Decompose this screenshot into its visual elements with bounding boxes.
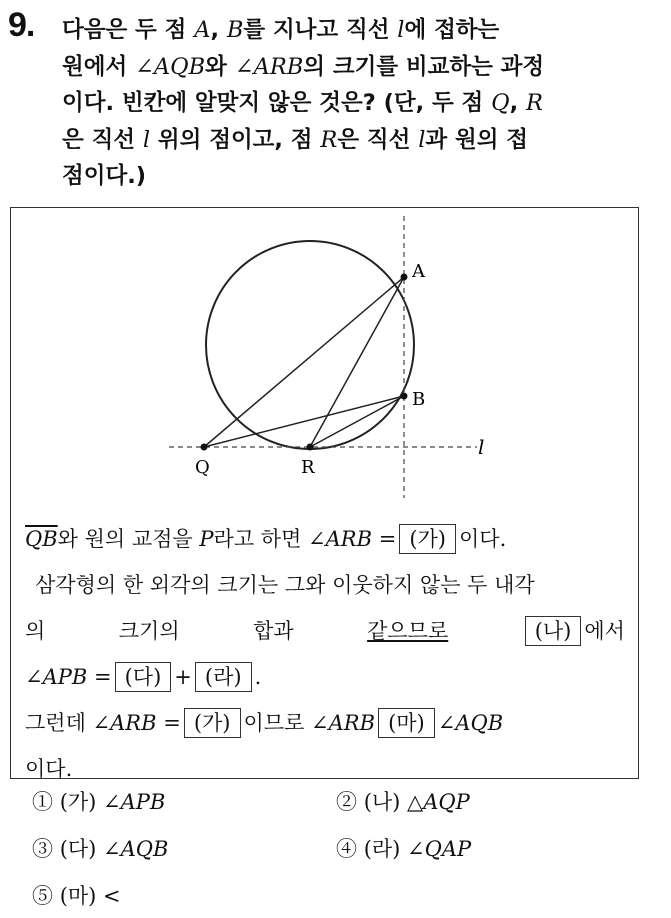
text: 이다. 빈칸에 알맞지 않은 것은? (단, 두 점 [62,90,492,116]
var-l: l [418,126,426,153]
choice-number: ③ [32,837,53,861]
text: 의 [25,619,46,643]
question-line-2 [62,49,634,86]
proof-text [25,516,625,792]
plus-sign: + [174,665,192,689]
text: 에 접하는 [404,17,500,43]
question-line-3 [62,85,634,122]
choice-number: ⑤ [32,884,53,908]
blank-da: (다) [115,662,172,692]
label-Q: Q [195,457,210,478]
var-R: R [525,90,543,116]
point-Q [201,444,208,451]
text: 이다. [459,527,507,551]
segment-qb: $\overline{QB}$ [25,527,58,551]
text: 과 원의 접 [425,126,529,153]
text: 와 원의 교점을 [57,527,200,551]
question-text [62,12,634,195]
text: 위의 점이고, 점 [150,126,321,153]
var-Q: Q [491,90,510,116]
choice-value: ∠AQB [103,837,169,861]
angle-AQB: ∠AQB [437,711,504,735]
choice-number: ① [32,790,53,814]
blank-ra: (라) [195,662,252,692]
choice-label: (나) [363,790,401,814]
choice-value: ∠QAP [407,837,472,861]
point-B [401,393,408,400]
question-line-5: 점이다.) [62,163,147,189]
var-l: l [142,126,151,153]
var-l: l [397,17,405,43]
text: 합과 [253,619,294,643]
choice-value: ∠APB [103,790,166,814]
var-R: R [320,126,338,153]
choice-number: ② [336,790,357,814]
choice-label: (마) [59,884,97,908]
text: 에서 [584,619,625,643]
proof-row-1 [25,516,625,562]
choice-label: (라) [363,837,401,861]
question-number: 9. [8,6,35,44]
text: , [509,90,526,116]
choice-5[interactable] [32,880,121,910]
label-l: l [478,435,485,459]
blank-na: (나) [525,616,582,646]
text: 그런데 [25,711,93,735]
blank-ma: (마) [378,708,435,738]
point-R [307,444,314,451]
choice-label: (다) [59,837,97,861]
text: 크기의 [118,619,180,643]
choice-label: (가) [59,790,97,814]
text: 를 지나고 직선 [243,17,398,43]
angle-AQB: ∠AQB [135,53,206,80]
point-A [401,274,408,281]
var-P: P [199,527,214,551]
blank-ga: (가) [399,524,456,554]
text: 라고 하면 [213,527,309,551]
question-line-1 [62,12,634,49]
blank-group-na [522,608,625,654]
var-B: B [226,17,244,43]
blank-ga: (가) [184,708,241,738]
text: 같으므로 [367,619,449,643]
text: . [254,665,262,689]
label-R: R [301,457,315,478]
label-B: B [412,389,426,410]
choice-1[interactable] [32,786,165,816]
angle-ARB: ∠ARB [234,53,304,80]
geometry-figure [11,208,637,508]
proof-row-6: 이다. [25,757,73,781]
choice-number: ④ [336,837,357,861]
var-A: A [194,17,211,43]
proof-box [10,207,639,779]
angle-ARB: ∠ARB = [92,711,181,735]
text: 은 직선 [62,126,143,153]
angle-APB: ∠APB = [25,665,112,689]
proof-row-4 [25,654,625,700]
choice-3[interactable] [32,833,168,863]
text: 와 [205,53,235,80]
text: 원에서 [62,53,136,80]
choice-2[interactable] [336,786,470,816]
text: 은 직선 [337,126,419,153]
choice-value: △AQP [407,790,470,814]
text: 다음은 두 점 [62,17,195,43]
angle-ARB: ∠ARB [311,711,376,735]
label-A: A [412,261,425,282]
text: 의 크기를 비교하는 과정 [303,53,545,80]
text: 이므로 [243,711,312,735]
text: , [210,17,227,43]
question-line-4 [62,122,634,159]
proof-row-2: 삼각형의 한 외각의 크기는 그와 이웃하지 않는 두 내각 [35,573,535,597]
proof-row-5 [25,700,625,746]
proof-row-3 [25,608,625,654]
choice-4[interactable] [336,833,471,863]
angle-ARB: ∠ARB = [308,527,397,551]
choice-value: < [103,884,121,908]
